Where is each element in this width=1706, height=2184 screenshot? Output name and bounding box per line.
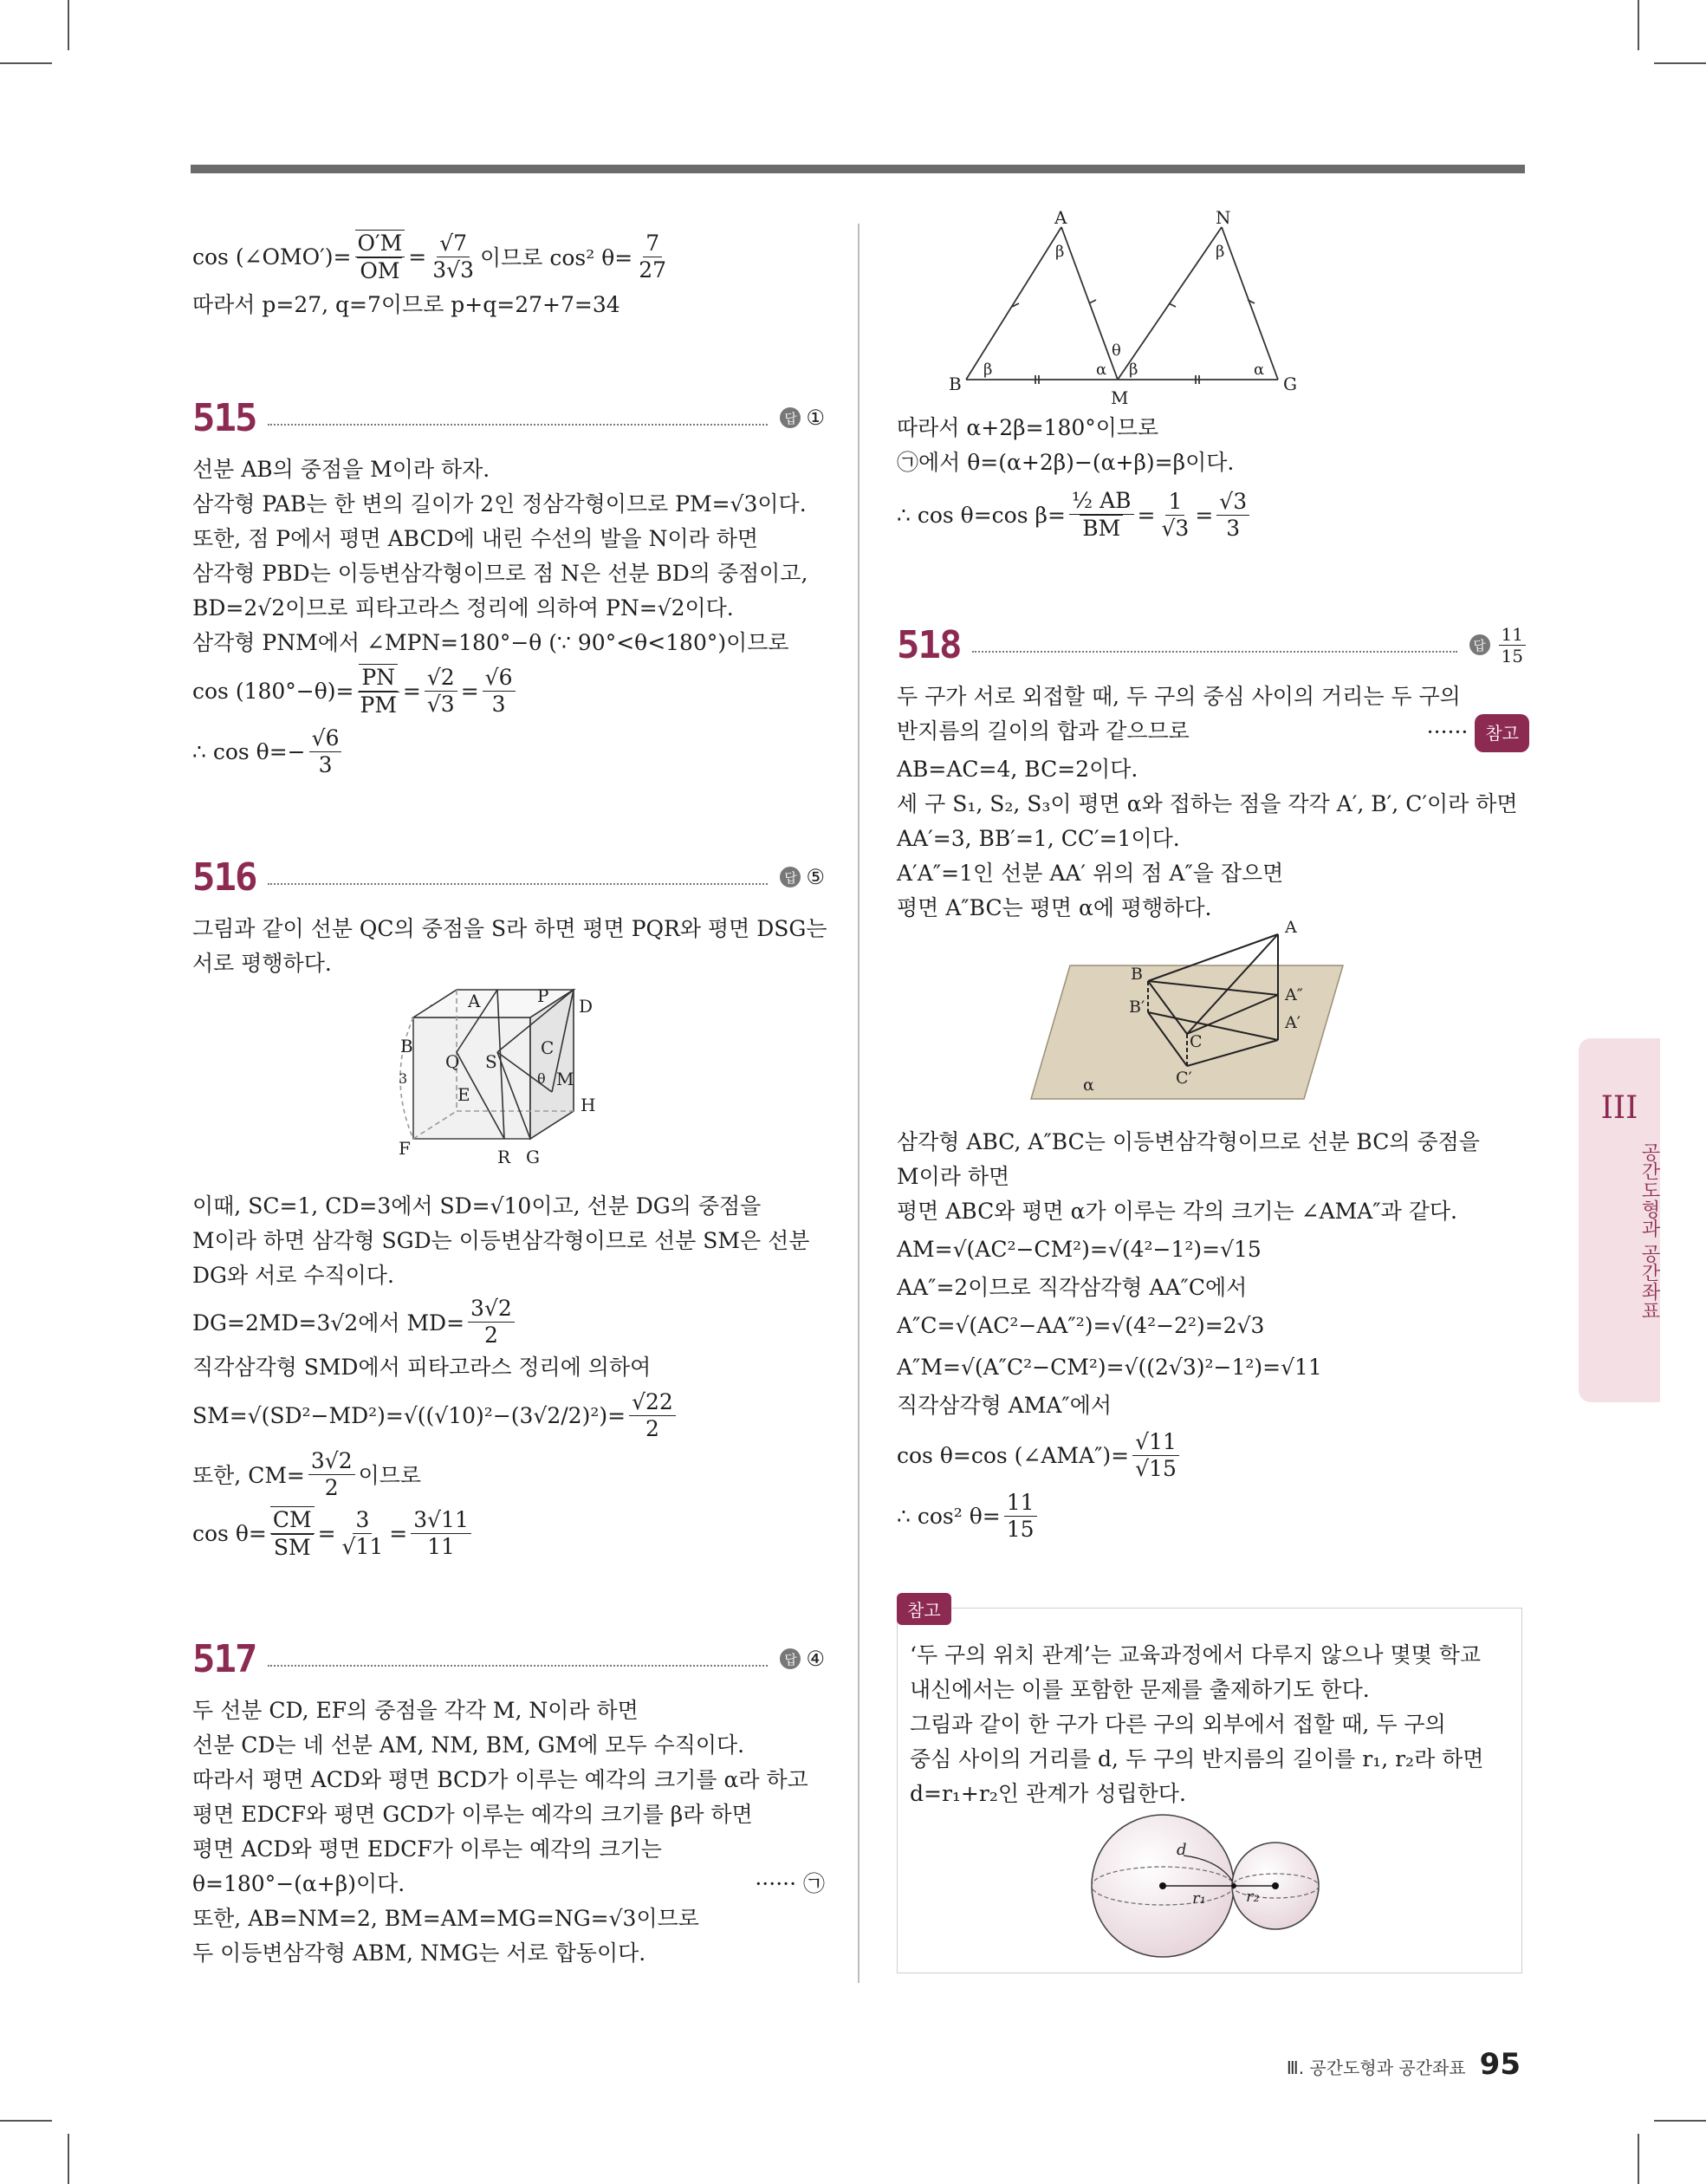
text-line: DG와 서로 수직이다. <box>192 1263 394 1288</box>
text-line: 내신에서는 이를 포함한 문제를 출제하기도 한다. <box>910 1677 1370 1702</box>
fig-label-r1: r₁ <box>1192 1889 1206 1908</box>
fig-label-Q: Q <box>445 1051 460 1072</box>
text-line: 평면 EDCF와 평면 GCD가 이루는 예각의 크기를 β라 하면 <box>192 1802 753 1827</box>
crop-mark <box>68 2134 69 2184</box>
fig-label-C: C <box>541 1037 555 1058</box>
fig-label-H: H <box>581 1095 596 1115</box>
fig-label-B: B <box>1131 965 1143 984</box>
fig-label-beta: β <box>1129 361 1138 379</box>
answer: 답 ① <box>780 406 825 430</box>
note-tag: 참고 <box>897 1593 951 1625</box>
text-line: 평면 ABC와 평면 α가 이루는 각의 크기는 ∠AMA″과 같다. <box>897 1199 1457 1224</box>
text-line: AB=AC=4, BC=2이다. <box>897 757 1138 782</box>
formula: ∴ cos² θ= $\frac{11}{15}$ <box>897 1487 1529 1544</box>
fig-label-A-prime: A′ <box>1285 1013 1301 1032</box>
triangles-figure <box>897 207 1529 411</box>
fig-label-beta: β <box>1216 243 1225 261</box>
text-line: 이때, SC=1, CD=3에서 SD=√10이고, 선분 DG의 중점을 <box>192 1193 762 1219</box>
text-line: ‘두 구의 위치 관계’는 교육과정에서 다루지 않으나 몇몇 학교 <box>910 1642 1482 1667</box>
fig-label-alpha: α <box>1083 1076 1094 1095</box>
text-line: 또한, 점 P에서 평면 ABCD에 내린 수선의 발을 N이라 하면 <box>192 526 759 551</box>
fig-label-A: A <box>468 991 481 1011</box>
fig-label-E: E <box>457 1084 470 1105</box>
note-box <box>897 1608 1522 1973</box>
problem-516-header <box>192 851 825 903</box>
text-line: A″M=√(A″C²−CM²)=√((2√3)²−1²)=√11 <box>897 1355 1322 1380</box>
fig-label-theta: θ <box>537 1070 546 1087</box>
formula: SM=√(SD²−MD²)=√((√10)²−(3√2/2)²)= $\frac{√22}{2}$ <box>192 1385 825 1446</box>
answer-icon: 답 <box>780 867 801 887</box>
text-line: 선분 AB의 중점을 M이라 하자. <box>192 457 490 482</box>
fig-label-beta: β <box>1055 243 1065 261</box>
text-line: 따라서 α+2β=180°이므로 <box>897 415 1159 440</box>
fig-label-S: S <box>485 1051 497 1072</box>
footer-chapter: Ⅲ. 공간도형과 공간좌표 <box>1286 2057 1466 2078</box>
crop-mark <box>1638 0 1639 50</box>
crop-mark <box>0 62 52 64</box>
problem-number: 516 <box>192 855 256 900</box>
problem-515-header <box>192 392 825 444</box>
answer: 답 ⑤ <box>780 865 825 889</box>
note-reference-badge: 참고 <box>1475 714 1529 752</box>
fig-label-P: P <box>537 985 549 1006</box>
fig-label-F: F <box>399 1138 411 1159</box>
fig-label-R: R <box>497 1147 511 1167</box>
fig-label-G: G <box>526 1147 540 1167</box>
header-rule <box>191 165 1525 173</box>
answer-icon: 답 <box>780 407 801 428</box>
fig-label-alpha: α <box>1254 361 1265 379</box>
text-line: 중심 사이의 거리를 d, 두 구의 반지름의 길이를 r₁, r₂라 하면 <box>910 1746 1484 1771</box>
formula: ∴ cos θ=− $\frac{√6}{3}$ <box>192 721 825 782</box>
text-line: 직각삼각형 SMD에서 피타고라스 정리에 의하여 <box>192 1355 652 1380</box>
fig-label-N: N <box>1216 207 1231 228</box>
text-line: 서로 평행하다. <box>192 951 332 976</box>
fig-label-3: 3 <box>399 1070 408 1087</box>
text-line: d=r₁+r₂인 관계가 성립한다. <box>910 1781 1186 1806</box>
answer: 답 11 15 <box>1469 624 1529 666</box>
text-line: 평면 ACD와 평면 EDCF가 이루는 예각의 크기는 <box>192 1836 662 1862</box>
page-footer <box>1287 2047 1521 2082</box>
cube-figure <box>192 981 825 1189</box>
text-line: 두 선분 CD, EF의 중점을 각각 M, N이라 하면 <box>192 1698 639 1723</box>
text-line: 평면 A″BC는 평면 α에 평행하다. <box>897 895 1212 920</box>
crop-mark <box>68 0 69 50</box>
text-line: A′A″=1인 선분 AA′ 위의 점 A″을 잡으면 <box>897 861 1284 886</box>
fig-label-B-prime: B′ <box>1129 998 1145 1017</box>
crop-mark <box>0 2120 52 2122</box>
text-line: 삼각형 PAB는 한 변의 길이가 2인 정삼각형이므로 PM=√3이다. <box>192 491 807 517</box>
text-line: θ=180°−(α+β)이다. ······ ㉠ <box>192 1871 825 1896</box>
s514-formula: cos (∠OMO′)= $\frac{O'M}{OM}$ = $\frac{√7}{3√3}$ 이므로 cos² θ= $\frac{7}{27}$ <box>192 230 667 283</box>
answer: 답 ④ <box>780 1647 825 1671</box>
chapter-title: 공간도형과 공간좌표 <box>1638 1142 1660 1320</box>
text-line: 따라서 평면 ACD와 평면 BCD가 이루는 예각의 크기를 α라 하고 <box>192 1767 808 1792</box>
text-line: A″C=√(AC²−AA″²)=√(4²−2²)=2√3 <box>897 1313 1265 1338</box>
fig-label-theta: θ <box>1112 341 1121 360</box>
text-line: 삼각형 ABC, A″BC는 이등변삼각형이므로 선분 BC의 중점을 <box>897 1129 1480 1154</box>
fig-label-B: B <box>400 1036 413 1056</box>
text-line: 두 이등변삼각형 ABM, NMG는 서로 합동이다. <box>192 1940 646 1966</box>
s514-conclusion: 따라서 p=27, q=7이므로 p+q=27+7=34 <box>192 292 620 317</box>
text-line: 세 구 S₁, S₂, S₃이 평면 α와 접하는 점을 각각 A′, B′, C′이라 하면 <box>897 791 1518 816</box>
formula: 또한, CM= $\frac{3√2}{2}$ 이므로 <box>192 1447 422 1500</box>
text-line: 또한, AB=NM=2, BM=AM=MG=NG=√3이므로 <box>192 1906 699 1931</box>
fig-label-M: M <box>1111 387 1129 408</box>
formula: ∴ cos θ=cos β= $\frac{\text{½ AB}}{BM}$ = 1 √3 = √3 3 <box>897 480 1529 549</box>
fig-label-A: A <box>1054 207 1067 228</box>
fig-label-r2: r₂ <box>1246 1888 1260 1906</box>
fig-label-D: D <box>579 996 594 1017</box>
fig-label-alpha: α <box>1096 361 1107 379</box>
text-line: 삼각형 PNM에서 ∠MPN=180°−θ (∵ 90°<θ<180°)이므로 <box>192 630 789 655</box>
fig-label-M: M <box>556 1069 574 1089</box>
formula: cos θ= $\frac{CM}{SM}$ = 3 √11 = 3√11 11 <box>192 1503 825 1563</box>
crop-mark <box>1654 2120 1706 2122</box>
text-line: 그림과 같이 선분 QC의 중점을 S라 하면 평면 PQR와 평면 DSG는 <box>192 916 827 941</box>
crop-mark <box>1638 2134 1639 2184</box>
fig-label-C: C <box>1190 1032 1203 1051</box>
text-line: 선분 CD는 네 선분 AM, NM, BM, GM에 모두 수직이다. <box>192 1732 745 1758</box>
chapter-side-tab <box>1579 1038 1660 1402</box>
text-line: ㉠에서 θ=(α+2β)−(α+β)=β이다. <box>897 450 1235 475</box>
formula: cos (180°−θ)= $\frac{PN}{PM}$ = √2 √3 = √6 3 <box>192 660 825 721</box>
problem-number: 515 <box>192 395 256 440</box>
fig-label-A-double-prime: A″ <box>1285 985 1303 1004</box>
text-line: AA″=2이므로 직각삼각형 AA″C에서 <box>897 1275 1248 1300</box>
text-line: 두 구가 서로 외접할 때, 두 구의 중심 사이의 거리는 두 구의 <box>897 684 1461 709</box>
right-column <box>897 207 1529 1544</box>
fig-label-B: B <box>949 374 962 394</box>
problem-518-header <box>897 619 1529 671</box>
text-line: AA′=3, BB′=1, CC′=1이다. <box>897 826 1180 851</box>
formula: DG=2MD=3√2에서 MD= $\frac{3√2}{2}$ <box>192 1293 825 1350</box>
fig-label-A: A <box>1285 918 1297 937</box>
fig-label-beta: β <box>983 361 993 379</box>
text-line: 직각삼각형 AMA″에서 <box>897 1393 1112 1418</box>
fig-label-G: G <box>1283 374 1297 394</box>
left-column <box>192 225 825 1971</box>
column-divider <box>858 224 859 1983</box>
text-line: 반지름의 길이의 합과 같으므로 ······ 참고 <box>897 714 1529 752</box>
text-line: BD=2√2이므로 피타고라스 정리에 의하여 PN=√2이다. <box>192 595 734 621</box>
text-line: 그림과 같이 한 구가 다른 구의 외부에서 접할 때, 두 구의 <box>910 1712 1446 1737</box>
page-number: 95 <box>1479 2047 1521 2082</box>
fig-label-d: d <box>1177 1841 1187 1859</box>
text-line: AM=√(AC²−CM²)=√(4²−1²)=√15 <box>897 1237 1262 1262</box>
text-line: 삼각형 PBD는 이등변삼각형이므로 점 N은 선분 BD의 중점이고, <box>192 561 808 586</box>
answer-icon: 답 <box>780 1648 801 1669</box>
text-line: M이라 하면 <box>897 1164 1010 1189</box>
text-line: M이라 하면 삼각형 SGD는 이등변삼각형이므로 선분 SM은 선분 <box>192 1228 810 1253</box>
answer-icon: 답 <box>1469 634 1490 655</box>
fig-label-C-prime: C′ <box>1176 1069 1192 1088</box>
tangent-spheres-figure <box>898 1817 1521 1964</box>
chapter-numeral: III <box>1600 1090 1638 1126</box>
problem-number: 517 <box>192 1636 256 1681</box>
formula: cos θ=cos (∠AMA″)= $\frac{√11}{√15}$ <box>897 1423 1529 1487</box>
spheres-plane-figure <box>897 918 1529 1125</box>
problem-number: 518 <box>897 622 961 667</box>
crop-mark <box>1654 62 1706 64</box>
problem-517-header <box>192 1633 825 1685</box>
